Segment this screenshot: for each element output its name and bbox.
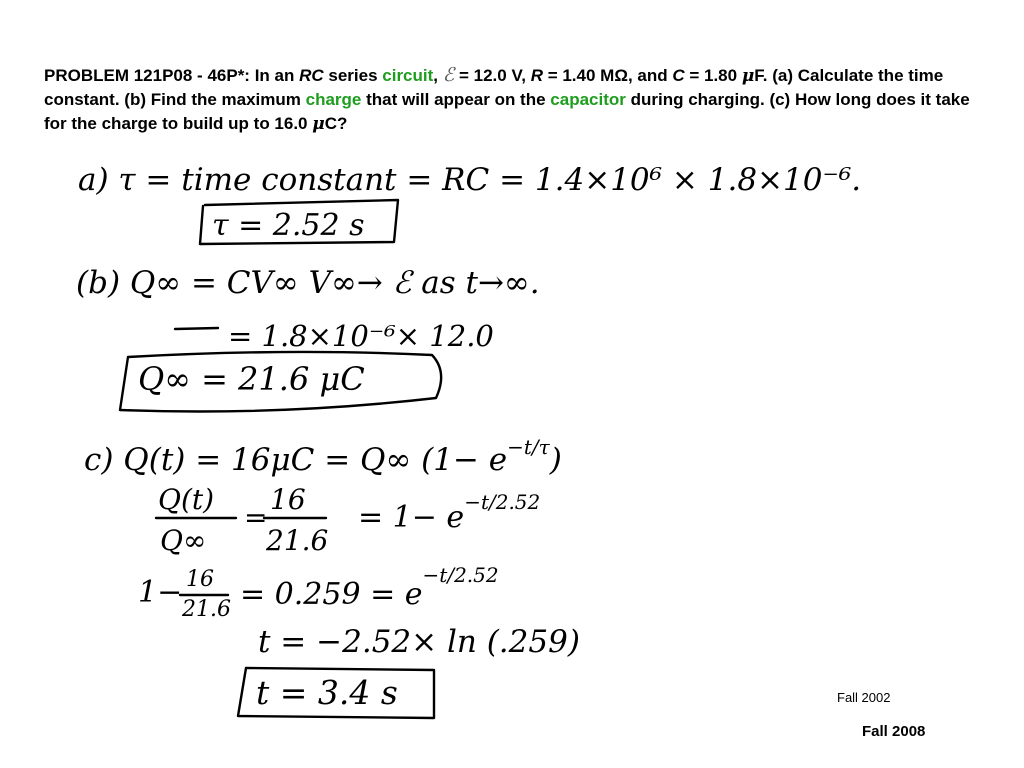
footer-semester-small: Fall 2002 [837, 690, 891, 705]
mu-symbol-2: μ [312, 114, 325, 134]
problem-text-10: C? [324, 114, 348, 133]
part-c-close-paren: ) [549, 442, 562, 478]
part-c-frac2-numerator: 16 [270, 483, 306, 516]
problem-text-8: that will appear on the [361, 90, 551, 109]
part-c-rhs-1 [358, 490, 540, 535]
part-a-equation: a) τ = time constant = RC = 1.4×10⁶ × 1.8×10⁻⁶. [78, 162, 862, 198]
part-c-frac3-numerator: 16 [186, 567, 214, 592]
problem-text-6: = 1.80 [684, 66, 742, 85]
part-c-line3 [240, 563, 499, 612]
problem-text-7: F. (a) Calculate the time constant. (b) Find the maximum [44, 66, 944, 109]
part-c-equals-1: = [244, 501, 268, 534]
part-c-frac1-numerator: Q(t) [158, 483, 215, 516]
part-c-answer: t = 3.4 s [256, 673, 398, 712]
part-b-equation: (b) Q∞ = CV∞ V∞→ ℰ as t→∞. [76, 265, 540, 301]
part-c-exponent: −t/τ [507, 435, 550, 459]
part-c-frac1-denominator: Q∞ [160, 524, 207, 557]
part-c-line4: t = −2.52× ln (.259) [258, 624, 580, 660]
problem-text-9: during charging. (c) How long does it take for the charge to build up to 16.0 [44, 90, 970, 133]
r-label: R [530, 66, 543, 85]
keyword-circuit: circuit [382, 66, 434, 85]
problem-text-5: = 1.40 MΩ, and [542, 66, 673, 85]
part-c-rhs-1-exponent: −t/2.52 [464, 490, 541, 514]
c-label: C [672, 66, 685, 85]
problem-text-4: = 12.0 V, [454, 66, 531, 85]
emf-symbol-icon: ℰ [442, 65, 455, 86]
keyword-charge: charge [305, 90, 362, 109]
part-a-answer: τ = 2.52 s [212, 208, 365, 243]
part-c-frac3-denominator: 21.6 [182, 597, 231, 622]
part-c-frac2-denominator: 21.6 [266, 524, 329, 557]
part-c-rhs-1-main: = 1− e [358, 500, 465, 535]
keyword-capacitor: capacitor [550, 90, 626, 109]
part-c-one-minus: 1− [138, 575, 183, 610]
problem-text-1: PROBLEM 121P08 - 46P*: In an [44, 66, 300, 85]
rc-label: RC [299, 66, 324, 85]
part-c-equation [84, 435, 562, 478]
part-b-answer: Q∞ = 21.6 μC [138, 360, 365, 398]
part-c-line3-main: = 0.259 = e [240, 577, 423, 612]
problem-text-3: , [433, 66, 443, 85]
part-b-substitution: = 1.8×10⁻⁶× 12.0 [228, 319, 494, 353]
footer-semester: Fall 2008 [862, 723, 926, 740]
part-b-dash [175, 328, 218, 329]
part-c-equation-main: c) Q(t) = 16μC = Q∞ (1− e [84, 442, 508, 478]
mu-symbol-1: μ [741, 66, 755, 86]
part-c-line3-exponent: −t/2.52 [422, 563, 499, 587]
problem-text-2: series [323, 66, 383, 85]
